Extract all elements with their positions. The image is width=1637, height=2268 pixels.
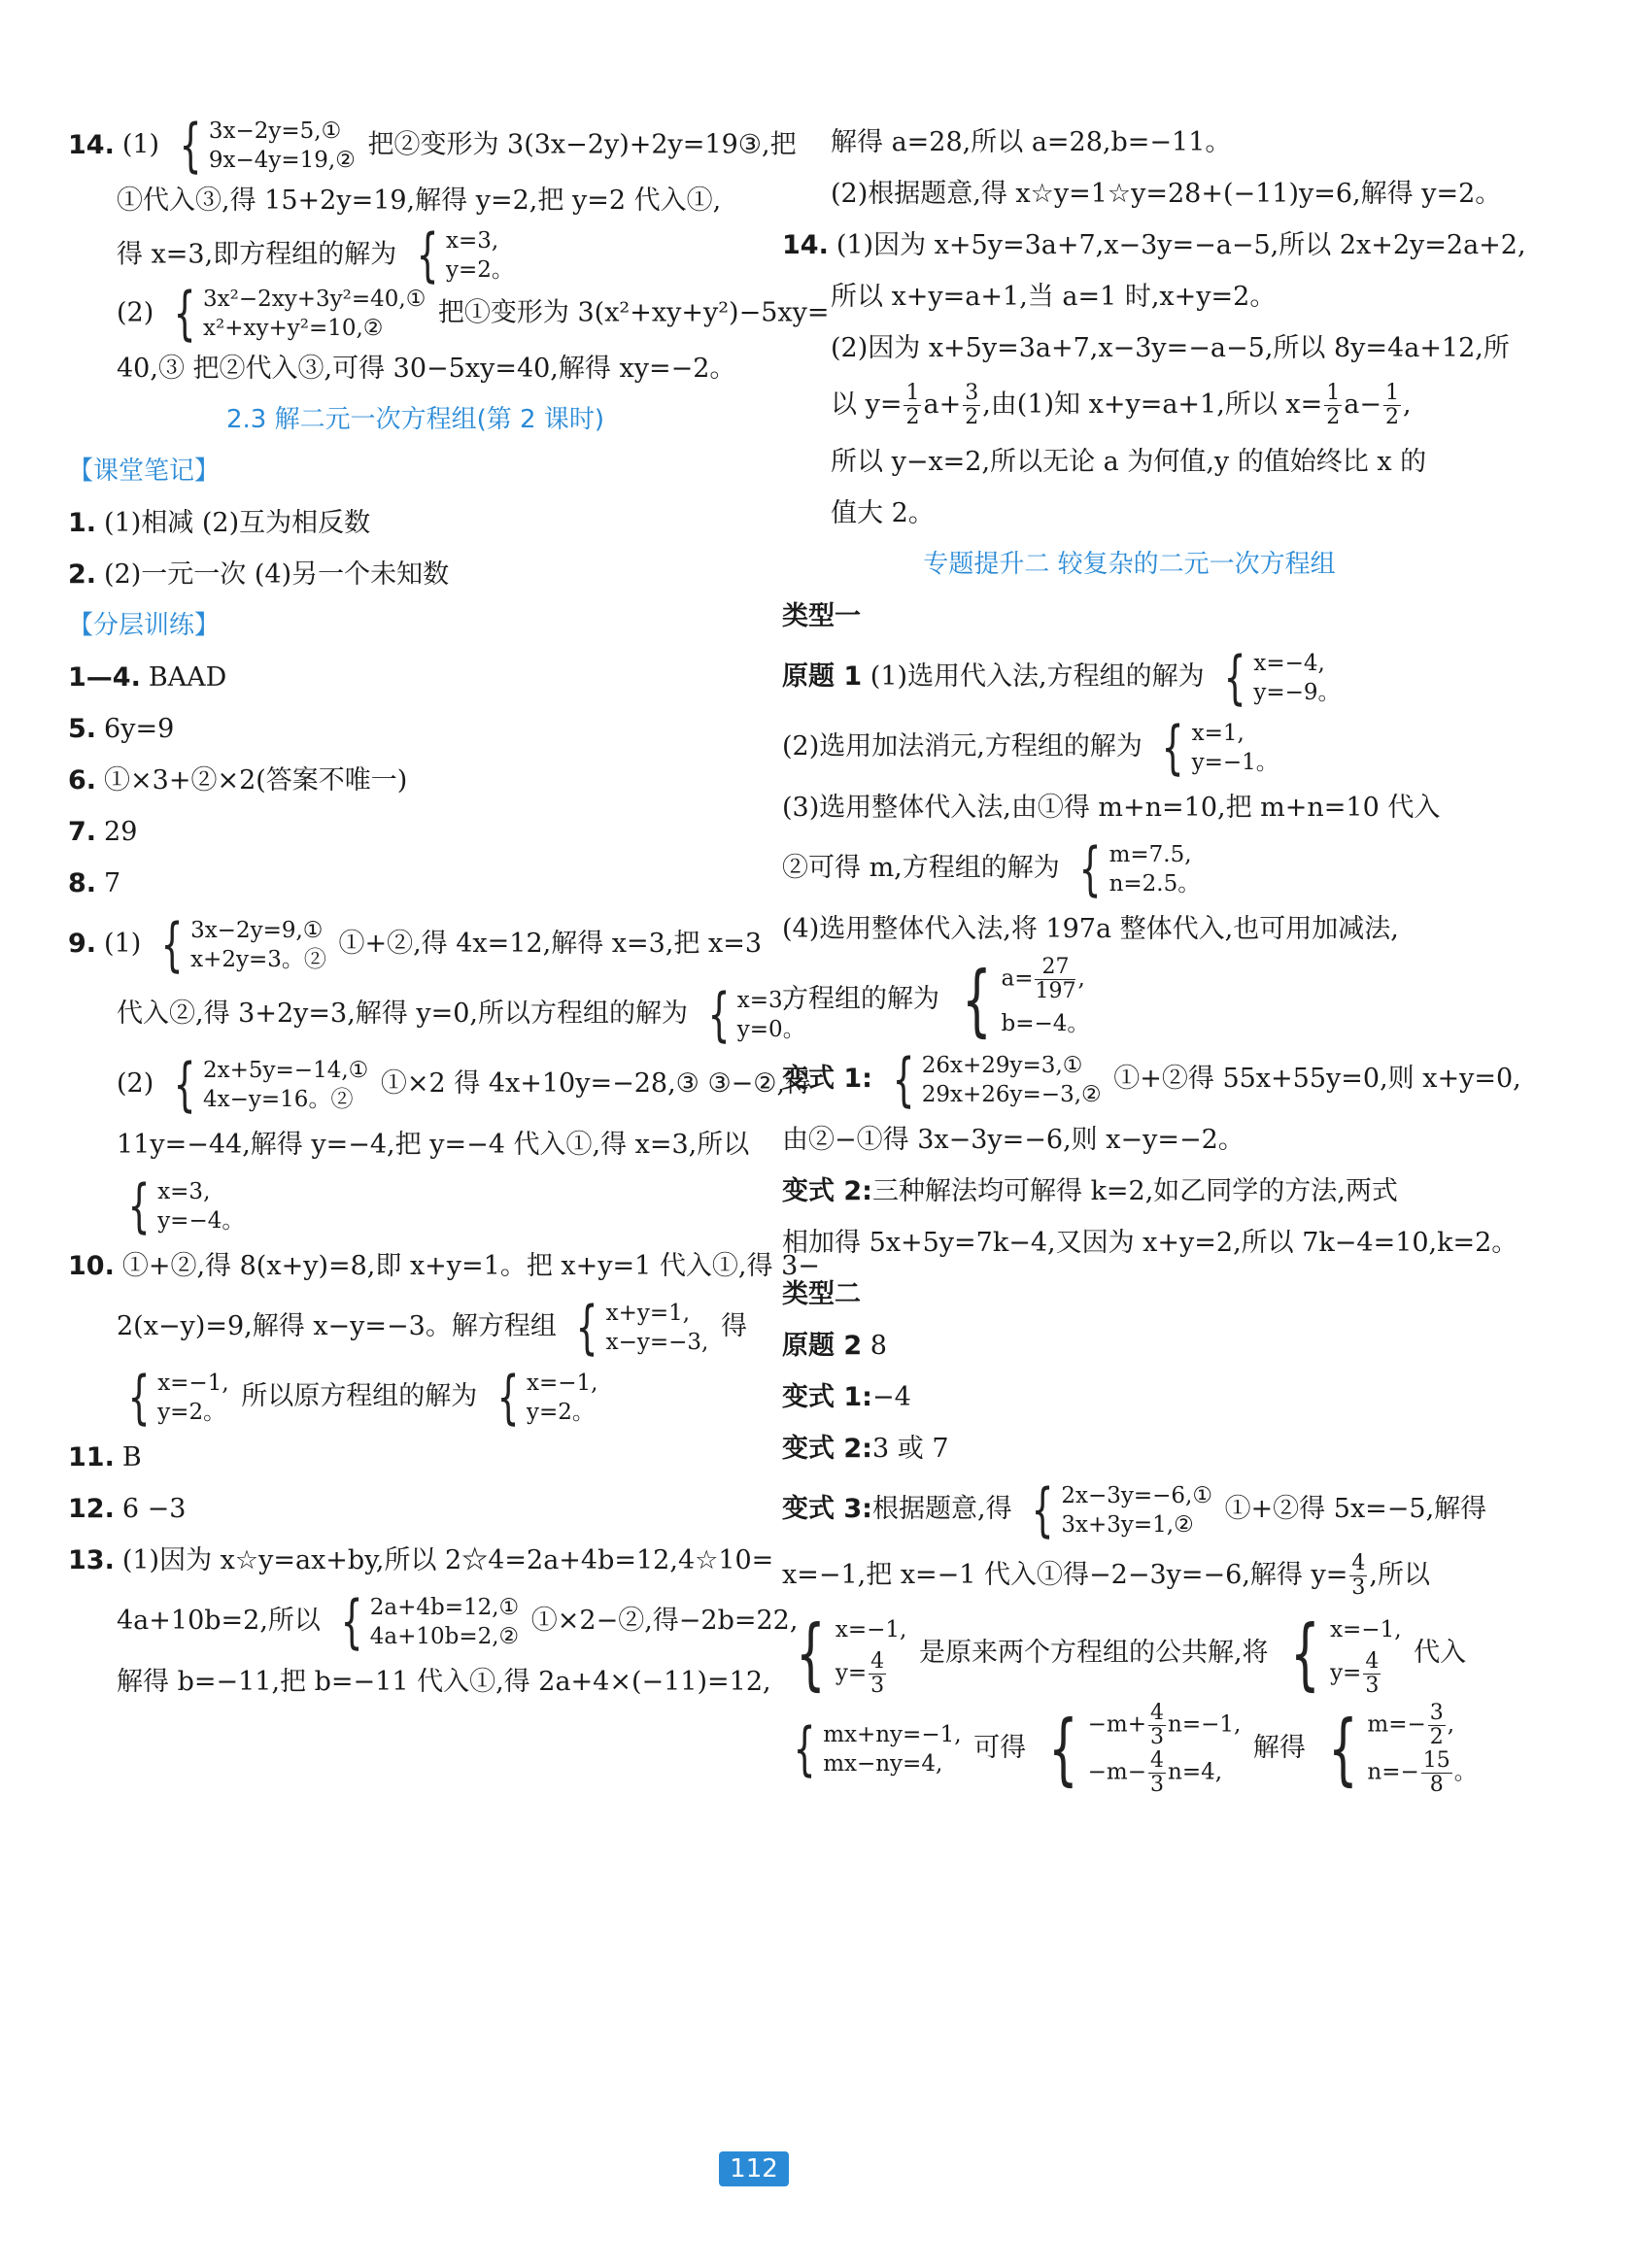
- answer-text: (1)相减 (2)互为相反数: [104, 508, 371, 538]
- answer-text: 6y=9: [104, 714, 175, 744]
- text-line: 方程组的解为 { a= $\frac{27}{197}$ , b=−4。: [782, 954, 1090, 1045]
- equation-system: { 2x−3y=−6,① 3x+3y=1,②: [1031, 1475, 1212, 1544]
- training-title: 【分层训练】: [68, 611, 221, 640]
- text-line: 值大 2。: [831, 498, 935, 528]
- fraction: $\frac{4}{3}$: [1150, 1747, 1164, 1797]
- q9-part1: 9. (1) { 3x−2y=9,① x+2y=3。② ①+②,得 4x=12,解得 x=3,把 x=3: [68, 910, 763, 979]
- equation-system: { 3x−2y=5,① 9x−4y=19,②: [179, 112, 356, 180]
- fraction: $\frac{27}{197}$: [1035, 955, 1076, 1003]
- equation-system: { 2x+5y=−14,① 4x−y=16。②: [173, 1050, 369, 1119]
- right-column: 解得 a=28,所以 a=28,b=−11。 (2)根据题意,得 x☆y=1☆y=28+(−11)y=6,解得 y=2。 14. (1)因为 x+5y=3a+7,x−3y=−a−5,所以 2x+2y=2a+2, 所以 x+y=a+1,当 a=1 时,x+y=2。 (2)因为 x+5y=3a+7,x−3y=−a−5,所以 8y=4a+12,所 以 y= $\frac{1}{2}$ a+ $\frac{3}{2}$ ,由(1)知 x+y=a+1,所以 x= $\frac{1}{2}$ a− $\frac{1}{2}$ , 所以 y−x=2,所以无论 a 为何值,y 的值始终比 x 的 值大 2。 专题提升二 较复杂的二元一次方程组 类型一 原题 1 (1)选用代入法,方程组的解为 { x=−4, y=−9。 (2)选用加法消元,方程组的解为 { x=1, y=−1。 (3)选用整体代入法,由①得 m+n=10,把 m+n=10 代入 ②可得 m,方程组的解为 { m=7.5, n=2.5。 (4)选用整体代入法,将 197a 整体代入,也可用加减法, 方程组的解为 { a= $\frac{27}{197}$ , b=−4。 变式 1: { 26x+29y=3,① 29x+26y=−3,② ①+②得 55x+55y=0,则 x+y=0, 由②−①得 3x−3y=−6,则 x−y=−2。 变式 2:三种解法均可解得 k=2,如乙同学的方法,两式 相加得 5x+5y=7k−4,又因为 x+y=2,所以 7k−4=10,k=2。 类型二 原题 2 8 变式 1:−4 变式 2:3 或 7 变式 3:根据题意,得 { 2x−3y=−6,① 3x+3y=1,② ①+②得 5x=−5,解得 x=−1,把 x=−1 代入①得−2−3y=−6,解得 y= $\frac{4}{3}$ ,所以 { x=−1, y= $\frac{4}{3}$ 是原来两个方程组的公共解,将 { x=−1, y= $\frac{4}{3}$ 代入 { mx+ny=−1, mx−ny=4, 可得 { −m+ $\frac{4}{3}$ n=−1, −m− $\frac{4}{3}$ n=4, 解得 { m=− $\frac{3}{2}$ , n=− $\frac{15}{8}$ 。: [782, 117, 1477, 1797]
- text-line: (2)选用加法消元,方程组的解为 { x=1, y=−1。: [782, 713, 1279, 782]
- solution-system: { x=−4, y=−9。: [1223, 643, 1341, 712]
- text-line: 原题 2 8: [782, 1331, 887, 1361]
- left-column: 14. (1) { 3x−2y=5,① 9x−4y=19,② 把②变形为 3(3x−2y)+2y=19③,把 ①代入③,得 15+2y=19,解得 y=2,把 y=2 代入①, 得 x=3,即方程组的解为 { x=3, y=2。 (2) { 3x²−2xy+3y²=40,① x²+xy+y²=10,② 把①变形为 3(x²+xy+y²)−5xy= 40,③ 把②代入③,可得 30−5xy=40,解得 xy=−2。 2.3 解二元一次方程组(第 2 课时) 【课堂笔记】 1. (1)相减 (2)互为相反数 2. (2)一元一次 (4)另一个未知数 【分层训练】 1—4. BAAD 5. 6y=9 6. ①×3+②×2(答案不唯一) 7. 29 8. 7 9. (1) { 3x−2y=9,① x+2y=3。② ①+②,得 4x=12,解得 x=3,把 x=3 代入②,得 3+2y=3,解得 y=0,所以方程组的解为 { x=3, y=0。 (2) { 2x+5y=−14,① 4x−y=16。② ①×2 得 4x+10y=−28,③ ③−②,得 11y=−44,解得 y=−4,把 y=−4 代入①,得 x=3,所以 { x=3, y=−4。 10. ①+②,得 8(x+y)=8,即 x+y=1。把 x+y=1 代入①,得 3− 2(x−y)=9,解得 x−y=−3。解方程组 { x+y=1, x−y=−3, 得 { x=−1, y=2。 所以原方程组的解为 { x=−1, y=2。 11. B 12. 6 −3 13. (1)因为 x☆y=ax+by,所以 2☆4=2a+4b=12,4☆10= 4a+10b=2,所以 { 2a+4b=12,① 4a+10b=2,② ①×2−②,得−2b=22, 解得 b=−11,把 b=−11 代入①,得 2a+4×(−11)=12,: [68, 117, 763, 1708]
- solution-system: { m=7.5, n=2.5。: [1079, 834, 1201, 903]
- equation-system: { x+y=1, x−y=−3,: [576, 1293, 709, 1362]
- solution-system: { a= $\frac{27}{197}$ , b=−4。: [961, 954, 1090, 1045]
- q14-part1: 14. (1) { 3x−2y=5,① 9x−4y=19,② 把②变形为 3(3x−2y)+2y=19③,把: [68, 112, 797, 180]
- equation-system: { 26x+29y=3,① 29x+26y=−3,②: [892, 1045, 1102, 1114]
- fraction: $\frac{15}{8}$: [1422, 1747, 1450, 1797]
- solution-system: { x=−1, y= $\frac{4}{3}$: [1290, 1608, 1402, 1699]
- answer-text: 7: [104, 868, 121, 898]
- text-line: (2)根据题意,得 x☆y=1☆y=28+(−11)y=6,解得 y=2。: [831, 179, 1502, 209]
- equation-system: { 3x²−2xy+3y²=40,① x²+xy+y²=10,②: [173, 280, 426, 348]
- text-line: 变式 3:根据题意,得 { 2x−3y=−6,① 3x+3y=1,② ①+②得 5x=−5,解得: [782, 1475, 1487, 1544]
- text-line: 变式 2:3 或 7: [782, 1434, 949, 1464]
- equation-system: { −m+ $\frac{4}{3}$ n=−1, −m− $\frac{4}{3}$ n=4,: [1047, 1700, 1242, 1797]
- type-heading: 类型一: [782, 601, 861, 631]
- text-line: 变式 1: { 26x+29y=3,① 29x+26y=−3,② ①+②得 55x+55y=0,则 x+y=0,: [782, 1045, 1521, 1114]
- text-line: { mx+ny=−1, mx−ny=4, 可得 { −m+ $\frac{4}{3}$ n=−1, −m− $\frac{4}{3}$ n=4, 解得 { m=− $\frac{3}{2}$ , n=− $\frac{15}{8}$ 。: [782, 1700, 1477, 1797]
- answer-text: 29: [104, 817, 138, 847]
- fraction: $\frac{1}{2}$: [1326, 381, 1341, 429]
- fraction: $\frac{4}{3}$: [1150, 1700, 1164, 1749]
- fraction: $\frac{4}{3}$: [1365, 1649, 1380, 1698]
- text-line: 11y=−44,解得 y=−4,把 y=−4 代入①,得 x=3,所以: [117, 1130, 750, 1160]
- text-line: (1)因为 x☆y=ax+by,所以 2☆4=2a+4b=12,4☆10=: [121, 1545, 774, 1575]
- text-line: 2(x−y)=9,解得 x−y=−3。解方程组 { x+y=1, x−y=−3, 得: [117, 1293, 747, 1362]
- fraction: $\frac{4}{3}$: [870, 1649, 885, 1698]
- text-line: 相加得 5x+5y=7k−4,又因为 x+y=2,所以 7k−4=10,k=2。: [782, 1228, 1518, 1258]
- solution-system: { x=1, y=−1。: [1162, 713, 1279, 782]
- text-line: 得 x=3,即方程组的解为 { x=3, y=2。: [117, 221, 514, 289]
- text-line: 代入②,得 3+2y=3,解得 y=0,所以方程组的解为 { x=3, y=0。: [117, 980, 805, 1049]
- solution-system: { x=3, y=2。: [416, 221, 514, 289]
- text-line: [68, 1170, 763, 1240]
- text-line: 原题 1 (1)选用代入法,方程组的解为 { x=−4, y=−9。: [782, 643, 1341, 712]
- notes-title: 【课堂笔记】: [68, 457, 221, 486]
- text-line: ②可得 m,方程组的解为 { m=7.5, n=2.5。: [782, 834, 1201, 903]
- answer-text: BAAD: [148, 662, 227, 693]
- solution-system: { x=−1, y= $\frac{4}{3}$: [796, 1608, 907, 1699]
- text-line: 变式 2:三种解法均可解得 k=2,如乙同学的方法,两式: [782, 1176, 1398, 1206]
- fraction: $\frac{1}{2}$: [905, 381, 920, 429]
- answer-text: 6 −3: [121, 1494, 187, 1524]
- answer-text: (2)一元一次 (4)另一个未知数: [104, 559, 450, 590]
- text-line: { x=−1, y=2。 所以原方程组的解为 { x=−1, y=2。: [68, 1362, 763, 1432]
- fraction: $\frac{3}{2}$: [965, 381, 979, 429]
- q14-part2: (2) { 3x²−2xy+3y²=40,① x²+xy+y²=10,② 把①变形为 3(x²+xy+y²)−5xy=: [117, 280, 830, 348]
- section-title: 专题提升二 较复杂的二元一次方程组: [923, 550, 1336, 579]
- text-line: (2)因为 x+5y=3a+7,x−3y=−a−5,所以 8y=4a+12,所: [831, 333, 1510, 363]
- text-line: 40,③ 把②代入③,可得 30−5xy=40,解得 xy=−2。: [117, 354, 736, 384]
- text-line: 解得 a=28,所以 a=28,b=−11。: [831, 127, 1232, 157]
- fraction: $\frac{3}{2}$: [1429, 1700, 1444, 1749]
- solution-system: { x=3, y=0。: [707, 980, 805, 1049]
- solution-system: { x=−1, y=2。: [496, 1363, 598, 1432]
- text-line: 由②−①得 3x−3y=−6,则 x−y=−2。: [782, 1125, 1245, 1155]
- fraction: $\frac{4}{3}$: [1351, 1551, 1366, 1600]
- equation-system: { 3x−2y=9,① x+2y=3。②: [160, 910, 326, 979]
- type-heading: 类型二: [782, 1279, 861, 1309]
- text-line: ①代入③,得 15+2y=19,解得 y=2,把 y=2 代入①,: [117, 186, 722, 216]
- text-line: 所以 x+y=a+1,当 a=1 时,x+y=2。: [831, 282, 1277, 312]
- answer-text: B: [121, 1442, 142, 1473]
- page-number: 112: [719, 2151, 789, 2186]
- solution-system: { m=− $\frac{3}{2}$ , n=− $\frac{15}{8}$ 。: [1327, 1700, 1477, 1797]
- text-line: 所以 y−x=2,所以无论 a 为何值,y 的值始终比 x 的: [831, 447, 1427, 477]
- fraction: $\frac{1}{2}$: [1385, 381, 1399, 429]
- solution-system: { x=3, y=−4。: [127, 1171, 245, 1240]
- q9-part2: (2) { 2x+5y=−14,① 4x−y=16。② ①×2 得 4x+10y=−28,③ ③−②,得: [117, 1050, 812, 1119]
- text-line: (4)选用整体代入法,将 197a 整体代入,也可用加减法,: [782, 914, 1399, 944]
- text-line: ①+②,得 8(x+y)=8,即 x+y=1。把 x+y=1 代入①,得 3−: [121, 1251, 820, 1281]
- text-line: x=−1,把 x=−1 代入①得−2−3y=−6,解得 y= $\frac{4}{3}$ ,所以: [782, 1551, 1430, 1600]
- section-title: 2.3 解二元一次方程组(第 2 课时): [226, 405, 604, 434]
- equation-system: { mx+ny=−1, mx−ny=4,: [793, 1714, 962, 1783]
- answer-text: ①×3+②×2(答案不唯一): [104, 765, 408, 795]
- text-line: (3)选用整体代入法,由①得 m+n=10,把 m+n=10 代入: [782, 793, 1441, 823]
- text-line: 以 y= $\frac{1}{2}$ a+ $\frac{3}{2}$ ,由(1)知 x+y=a+1,所以 x= $\frac{1}{2}$ a− $\frac{1}{2}$ ,: [831, 381, 1412, 429]
- text-line: { x=−1, y= $\frac{4}{3}$ 是原来两个方程组的公共解,将 { x=−1, y= $\frac{4}{3}$ 代入: [782, 1607, 1477, 1700]
- text-line: (1)因为 x+5y=3a+7,x−3y=−a−5,所以 2x+2y=2a+2,: [836, 230, 1526, 260]
- equation-system: { 2a+4b=12,① 4a+10b=2,②: [340, 1587, 520, 1656]
- text-line: 4a+10b=2,所以 { 2a+4b=12,① 4a+10b=2,② ①×2−②,得−2b=22,: [117, 1587, 799, 1656]
- text-line: 解得 b=−11,把 b=−11 代入①,得 2a+4×(−11)=12,: [117, 1667, 771, 1697]
- solution-system: { x=−1, y=2。: [127, 1363, 229, 1432]
- text-line: 变式 1:−4: [782, 1382, 911, 1412]
